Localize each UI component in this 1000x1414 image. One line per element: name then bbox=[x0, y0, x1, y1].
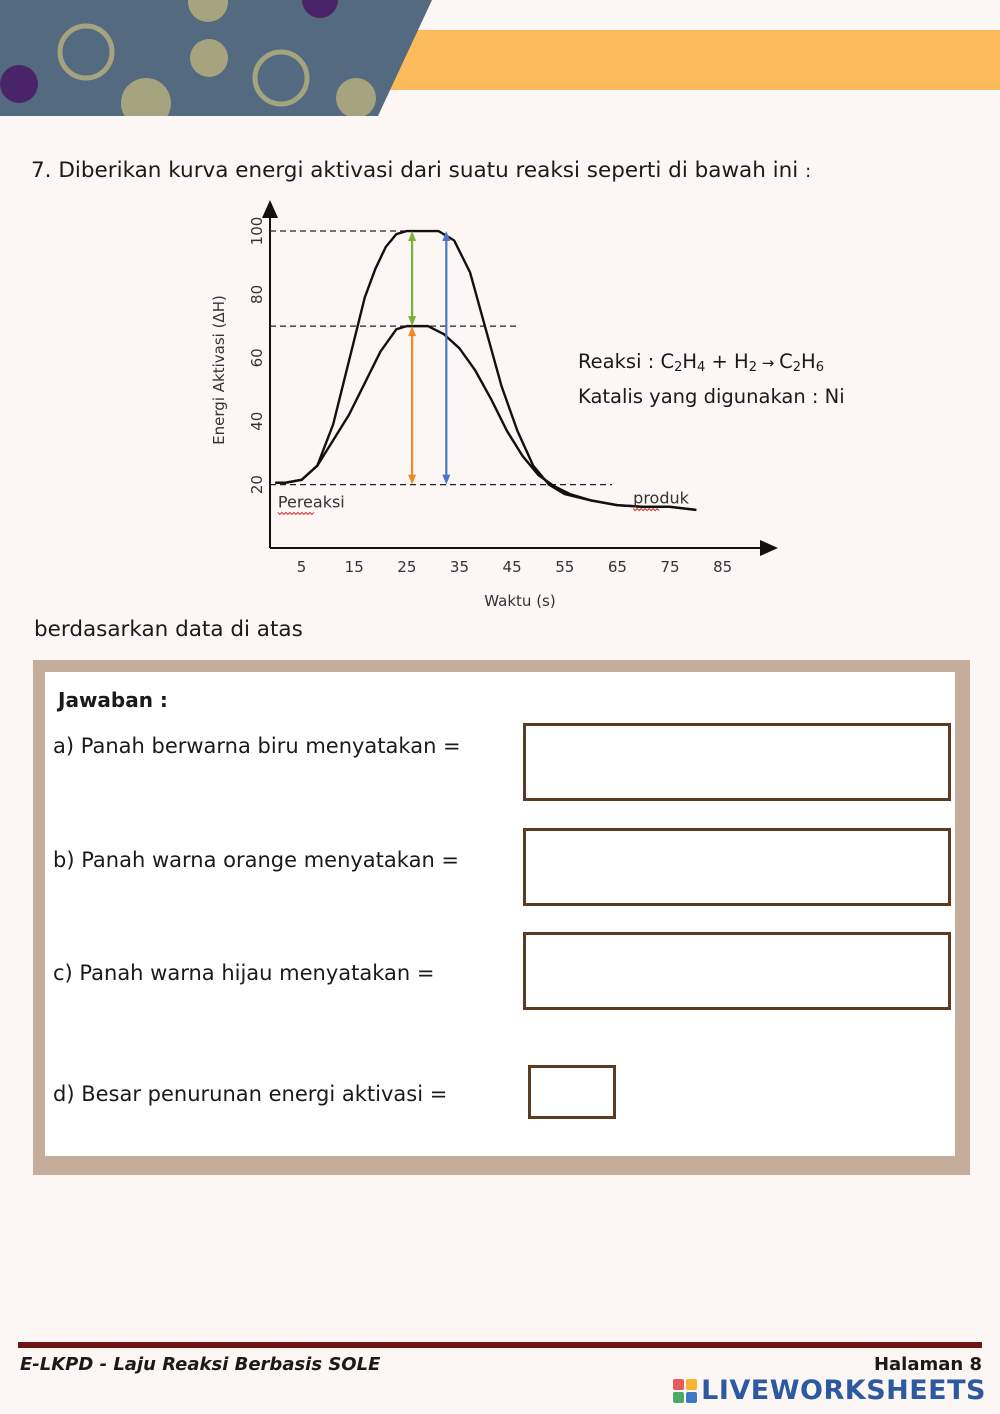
subscript: 2 bbox=[674, 360, 683, 375]
footer-title: E-LKPD - Laju Reaksi Berbasis SOLE bbox=[20, 1354, 381, 1375]
answer-frame bbox=[33, 660, 970, 1175]
x-tick-label: 25 bbox=[397, 558, 417, 576]
reaction-text: H bbox=[682, 350, 698, 373]
annotation-label: produk bbox=[633, 488, 689, 508]
question-a-label: a) Panah berwarna biru menyatakan = bbox=[53, 734, 461, 758]
annotation-underline bbox=[278, 512, 314, 514]
answer-panel bbox=[45, 672, 955, 1156]
answer-title: Jawaban : bbox=[58, 688, 168, 712]
arrow-head-top-2 bbox=[408, 326, 416, 336]
footer-divider bbox=[18, 1342, 982, 1348]
answer-d-input[interactable] bbox=[528, 1065, 616, 1119]
reaction-arrow: → bbox=[757, 354, 780, 372]
arrow-head-bottom-1 bbox=[408, 316, 416, 326]
x-tick-label: 75 bbox=[660, 558, 680, 576]
question-b-label: b) Panah warna orange menyatakan = bbox=[53, 848, 460, 872]
x-tick-label: 85 bbox=[713, 558, 733, 576]
question-colon: : bbox=[805, 161, 812, 182]
question-d-label: d) Besar penurunan energi aktivasi = bbox=[53, 1082, 448, 1106]
header-orange-stripe bbox=[380, 30, 1000, 90]
reaction-text: + H bbox=[705, 350, 749, 373]
x-tick-label: 15 bbox=[344, 558, 364, 576]
reaction-text: H bbox=[801, 350, 816, 373]
y-tick-label: 60 bbox=[248, 348, 266, 368]
x-axis-label: Waktu (s) bbox=[484, 592, 556, 610]
liveworksheets-brand[interactable] bbox=[673, 1375, 986, 1406]
subscript: 2 bbox=[792, 360, 802, 375]
reaction-info bbox=[578, 346, 845, 413]
x-tick-label: 65 bbox=[607, 558, 627, 576]
annotation-label: Pereaksi bbox=[277, 492, 345, 512]
catalyst-text: Katalis yang digunakan : Ni bbox=[578, 385, 845, 408]
answer-a-input[interactable] bbox=[523, 723, 951, 801]
question-text bbox=[31, 158, 811, 183]
x-tick-label: 5 bbox=[296, 558, 307, 576]
subscript: 6 bbox=[815, 360, 824, 375]
subscript: 4 bbox=[697, 360, 706, 375]
arrow-head-bottom-2 bbox=[408, 475, 416, 485]
y-tick-label: 80 bbox=[248, 284, 266, 304]
y-tick-label: 100 bbox=[248, 216, 266, 246]
header-banner bbox=[0, 0, 1000, 116]
arrow-head-top-1 bbox=[408, 231, 416, 241]
y-axis-label: Energi Aktivasi (ΔH) bbox=[210, 295, 228, 445]
header-circle bbox=[0, 65, 38, 103]
reaction-text: Reaksi : C bbox=[578, 350, 675, 373]
annotation-underline bbox=[633, 509, 659, 511]
question-body: 7. Diberikan kurva energi aktivasi dari suatu reaksi seperti di bawah ini bbox=[31, 158, 799, 183]
brand-name: LIVEWORKSHEETS bbox=[701, 1375, 986, 1406]
question-c-label: c) Panah warna hijau menyatakan = bbox=[53, 961, 435, 985]
subscript: 2 bbox=[748, 360, 757, 375]
x-tick-label: 55 bbox=[555, 558, 575, 576]
reaction-text: C bbox=[779, 350, 793, 373]
page-number: Halaman 8 bbox=[873, 1354, 982, 1375]
arrow-head-top-3 bbox=[442, 231, 450, 241]
y-tick-label: 20 bbox=[248, 475, 266, 495]
y-tick-label: 40 bbox=[248, 411, 266, 431]
x-tick-label: 45 bbox=[502, 558, 522, 576]
liveworksheets-logo-icon bbox=[673, 1379, 697, 1403]
answer-b-input[interactable] bbox=[523, 828, 951, 906]
x-tick-label: 35 bbox=[449, 558, 470, 576]
reaction-equation bbox=[578, 346, 845, 381]
header-circle bbox=[190, 39, 228, 77]
arrow-head-bottom-3 bbox=[442, 475, 450, 485]
answer-c-input[interactable] bbox=[523, 932, 951, 1010]
based-on-text: berdasarkan data di atas bbox=[34, 617, 303, 642]
